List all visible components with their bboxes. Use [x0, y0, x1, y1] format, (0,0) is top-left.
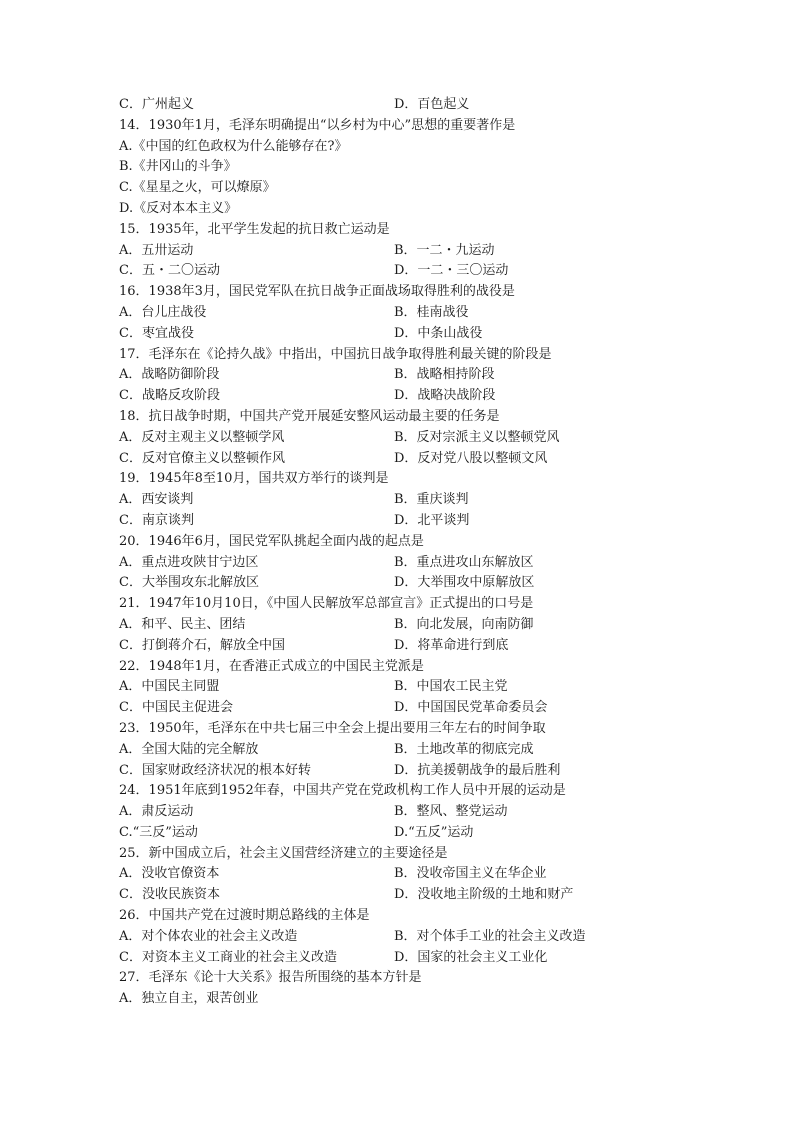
option-row [119, 885, 679, 906]
text-line: 15．1935年，北平学生发起的抗日救亡运动是 [119, 221, 390, 237]
option-left: C．国家财政经济状况的根本好转 [119, 762, 311, 778]
option-row [119, 95, 679, 116]
option-right: D．中条山战役 [394, 325, 483, 341]
option-row [119, 740, 679, 761]
option-right: D．战略决战阶段 [394, 388, 496, 404]
text-line: 27．毛泽东《论十大关系》报告所围绕的基本方针是 [119, 970, 422, 986]
option-row [119, 615, 679, 636]
option-right: D．反对党八股以整顿文风 [394, 450, 548, 466]
exam-questions [119, 95, 679, 1010]
text-line: 23．1950年，毛泽东在中共七届三中全会上提出要用三年左右的时间争取 [119, 720, 546, 736]
option-left: C．打倒蒋介石，解放全中国 [119, 637, 285, 653]
option-right: D．一二・三〇运动 [394, 263, 509, 279]
option-left: A．战略防御阶段 [119, 367, 220, 383]
option-right: B．反对宗派主义以整顿党风 [394, 429, 560, 445]
option-right: D．没收地主阶级的土地和财产 [394, 887, 574, 903]
option-left: A．五卅运动 [119, 242, 194, 258]
text-line: 26．中国共产党在过渡时期总路线的主体是 [119, 908, 370, 924]
option-left: C．五・二〇运动 [119, 263, 220, 279]
text-line: A.《中国的红色政权为什么能够存在?》 [119, 138, 348, 154]
text-line: 17．毛泽东在《论持久战》中指出，中国抗日战争取得胜利最关键的阶段是 [119, 346, 552, 362]
option-row [119, 636, 679, 657]
option-left: C．广州起义 [119, 97, 194, 112]
option-right: B．中国农工民主党 [394, 679, 508, 695]
option-right: D．北平谈判 [394, 512, 470, 528]
option-left: A．全国大陆的完全解放 [119, 741, 259, 757]
text-line: 21．1947年10月10日，《中国人民解放军总部宣言》正式提出的口号是 [119, 596, 534, 612]
option-row [119, 761, 679, 782]
text-line: A．独立自主，艰苦创业 [119, 991, 259, 1007]
text-line: 24．1951年底到1952年春，中国共产党在党政机构工作人员中开展的运动是 [119, 783, 566, 799]
option-row [119, 303, 679, 324]
option-right: B．桂南战役 [394, 304, 469, 320]
text-line: B.《井冈山的斗争》 [119, 159, 237, 175]
option-row [119, 428, 679, 449]
option-left: A．肃反运动 [119, 804, 194, 820]
option-right: B．对个体手工业的社会主义改造 [394, 928, 586, 944]
option-left: A．对个体农业的社会主义改造 [119, 928, 298, 944]
option-right: B．整风、整党运动 [394, 804, 508, 820]
option-right: D．抗美援朝战争的最后胜利 [394, 762, 561, 778]
option-right: D.“五反”运动 [394, 824, 474, 840]
option-row [119, 449, 679, 470]
option-row [119, 365, 679, 386]
option-row [119, 490, 679, 511]
option-row [119, 241, 679, 262]
option-left: C．南京谈判 [119, 512, 194, 528]
option-left: A．中国民主同盟 [119, 679, 220, 695]
option-right: B．土地改革的彻底完成 [394, 741, 534, 757]
option-left: C．枣宜战役 [119, 325, 194, 341]
option-left: A．没收官僚资本 [119, 866, 220, 882]
option-right: D．大举围攻中原解放区 [394, 575, 535, 591]
option-right: B．向北发展，向南防御 [394, 616, 534, 632]
text-line: 16．1938年3月，国民党军队在抗日战争正面战场取得胜利的战役是 [119, 284, 515, 300]
option-left: C．对资本主义工商业的社会主义改造 [119, 949, 337, 965]
option-right: D．百色起义 [394, 97, 470, 112]
option-left: C．反对官僚主义以整顿作风 [119, 450, 285, 466]
text-line: 20．1946年6月，国民党军队挑起全面内战的起点是 [119, 533, 424, 549]
text-line: D.《反对本本主义》 [119, 200, 238, 216]
option-left: A．和平、民主、团结 [119, 616, 246, 632]
text-line: 22．1948年1月，在香港正式成立的中国民主党派是 [119, 658, 424, 674]
option-row [119, 948, 679, 969]
option-right: B．重点进攻山东解放区 [394, 554, 534, 570]
option-row [119, 677, 679, 698]
option-row [119, 698, 679, 719]
option-right: D．将革命进行到底 [394, 637, 509, 653]
option-row [119, 927, 679, 948]
option-row [119, 864, 679, 885]
option-left: C．战略反攻阶段 [119, 388, 220, 404]
option-right: B．战略相持阶段 [394, 367, 495, 383]
option-right: B．一二・九运动 [394, 242, 495, 258]
option-row [119, 802, 679, 823]
option-row [119, 324, 679, 345]
option-row [119, 573, 679, 594]
option-left: C．没收民族资本 [119, 887, 220, 903]
option-left: A．西安谈判 [119, 492, 194, 508]
option-left: A．反对主观主义以整顿学风 [119, 429, 285, 445]
option-left: C．中国民主促进会 [119, 700, 233, 716]
option-right: D．国家的社会主义工业化 [394, 949, 548, 965]
option-row [119, 511, 679, 532]
option-left: C．大举围攻东北解放区 [119, 575, 259, 591]
text-line: 14．1930年1月，毛泽东明确提出“以乡村为中心”思想的重要著作是 [119, 117, 516, 133]
text-line: 18．抗日战争时期，中国共产党开展延安整风运动最主要的任务是 [119, 408, 500, 424]
option-left: A．重点进攻陕甘宁边区 [119, 554, 259, 570]
option-left: C.“三反”运动 [119, 824, 198, 840]
option-row [119, 823, 679, 844]
text-line: C.《星星之火，可以燎原》 [119, 180, 276, 196]
option-left: A．台儿庄战役 [119, 304, 207, 320]
option-right: D．中国国民党革命委员会 [394, 700, 548, 716]
option-row [119, 553, 679, 574]
text-line: 25．新中国成立后，社会主义国营经济建立的主要途径是 [119, 845, 448, 861]
option-row [119, 386, 679, 407]
text-line: 19．1945年8至10月，国共双方举行的谈判是 [119, 471, 389, 487]
option-right: B．没收帝国主义在华企业 [394, 866, 547, 882]
option-right: B．重庆谈判 [394, 492, 469, 508]
option-row [119, 261, 679, 282]
